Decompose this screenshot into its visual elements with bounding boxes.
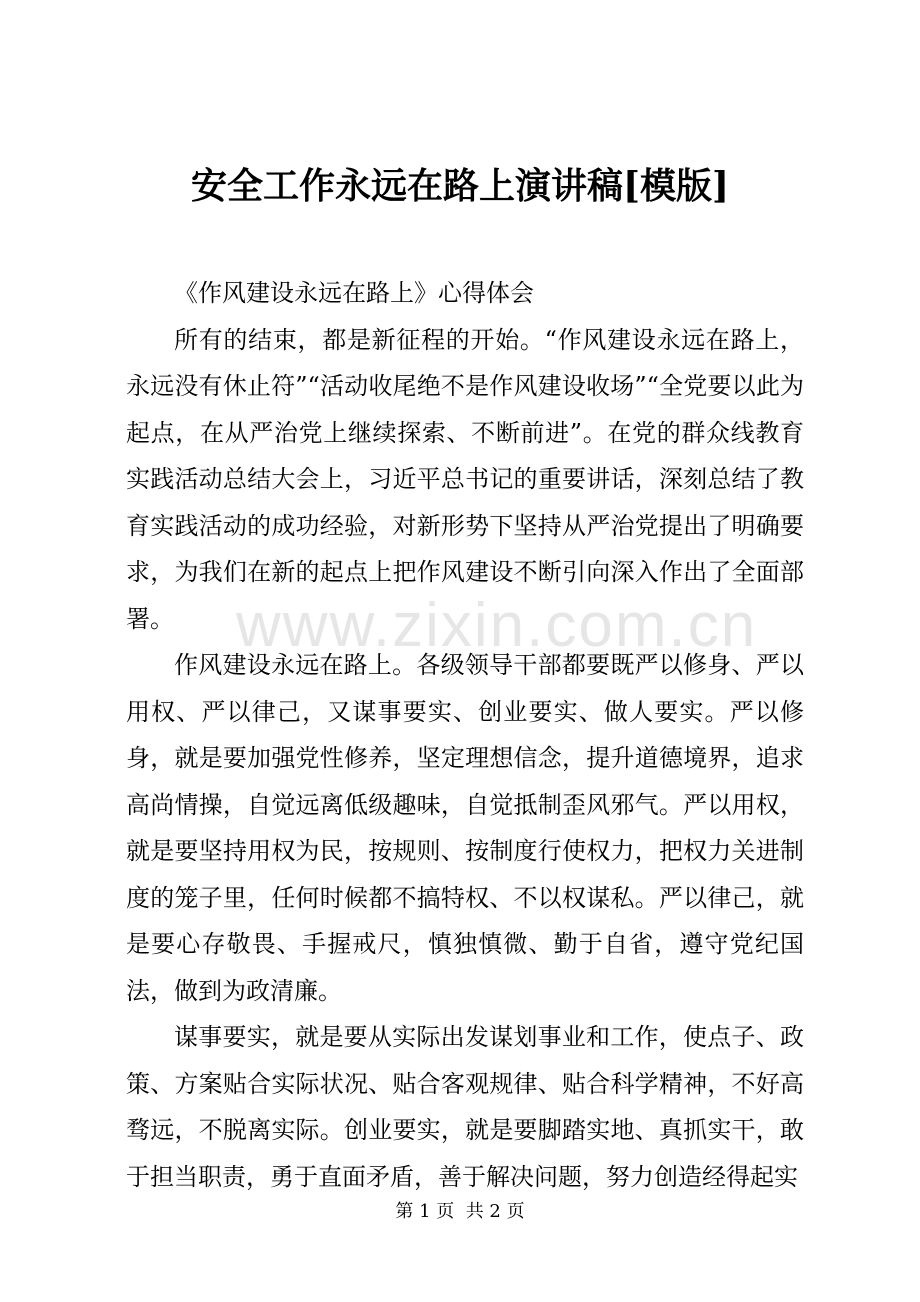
- page-footer: [0, 1199, 920, 1225]
- watermark: www.zixin.com.cn: [236, 591, 758, 660]
- paragraph-2: 作风建设永远在路上。各级领导干部都要既严以修身、严以用权、严以律己，又谋事要实、创业要实、做人要实。严以修身，就是要加强党性修养，坚定理想信念，提升道德境界，追求高尚情操，自觉远离低级趣味，自觉抵制歪风邪气。严以用权，就是要坚持用权为民，按规则、按制度行使权力，把权力关进制度的笼子里，任何时候都不搞特权、不以权谋私。严以律己，就是要心存敬畏、手握戒尺，慎独慎微、勤于自省，遵守党纪国法，做到为政清廉。: [126, 651, 804, 1005]
- document-title: 安全工作永远在路上演讲稿[模版]: [190, 165, 730, 207]
- paragraph-1: 所有的结束，都是新征程的开始。“作风建设永远在路上，永远没有休止符”“活动收尾绝不是作风建设收场”“全党要以此为起点，在从严治党上继续探索、不断前进”。在党的群众线教育实践活动总结大会上，习近平总书记的重要讲话，深刻总结了教育实践活动的成功经验，对新形势下坚持从严治党提出了明确要求，为我们在新的起点上把作风建设不断引向深入作出了全面部署。: [126, 325, 804, 633]
- page-number: 第 1 页 共 2 页: [395, 1201, 525, 1222]
- paragraph-3: 谋事要实，就是要从实际出发谋划事业和工作，使点子、政策、方案贴合实际状况、贴合客观规律、贴合科学精神，不好高骛远，不脱离实际。创业要实，就是要脚踏实地、真抓实干，敢于担当职责，勇于直面矛盾，善于解决问题，努力创造经得起实: [126, 1023, 804, 1191]
- document-body: [126, 270, 804, 1200]
- subheading: 《作风建设永远在路上》心得体会: [174, 279, 534, 307]
